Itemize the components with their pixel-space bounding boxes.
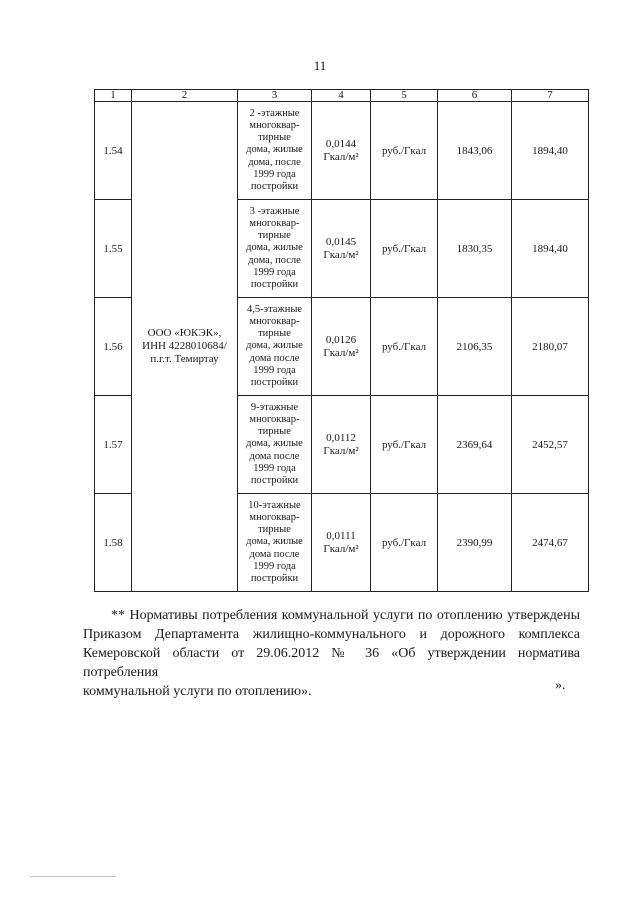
closing-quote-mark: ». [555,678,566,693]
desc-line: многоквар- [249,511,300,523]
row-number: 1.56 [95,298,132,396]
row-number: 1.58 [95,494,132,592]
tariff-unit: руб./Гкал [371,396,438,494]
desc-line: постройки [250,181,299,192]
row-number: 1.57 [95,396,132,494]
norm-value: 0,0111 [326,529,356,542]
desc-line: многоквар- [249,315,300,327]
tariff-unit: руб./Гкал [371,102,438,200]
row-number: 1.54 [95,102,132,200]
table-row [95,102,589,200]
tariff-unit: руб./Гкал [371,200,438,298]
desc-line: дома после [249,548,300,560]
building-description [238,396,312,494]
desc-line: тирные [258,132,291,144]
tariff-period-1: 1843,06 [438,102,512,200]
desc-line: 3 -этажные [249,205,300,217]
desc-line: 4,5-этажные [246,303,303,315]
desc-line: постройки [250,377,299,388]
tariff-period-1: 2369,64 [438,396,512,494]
desc-line: тирные [258,524,291,536]
building-description [238,102,312,200]
desc-line: 1999 года [253,560,296,572]
norm-value: 0,0145 [325,235,357,248]
desc-line: 1999 года [253,364,296,376]
norm-value: 0,0126 [325,333,357,346]
consumption-norm [312,200,371,298]
tariff-period-2: 2452,57 [512,396,589,494]
building-description [238,200,312,298]
desc-line: 9-этажные [250,401,299,413]
desc-line: 1999 года [253,266,296,278]
desc-line: дома, жилые [246,340,303,352]
norm-unit: Гкал/м² [323,444,359,457]
tariff-period-2: 2180,07 [512,298,589,396]
desc-line: дома, жилые [246,242,303,254]
footnote [83,606,580,701]
footnote-line: ** Нормативы потребления коммунальной услуги по отоплению утверждены [111,608,580,623]
desc-line: многоквар- [249,413,300,425]
tariff-period-1: 1830,35 [438,200,512,298]
desc-line: постройки [250,475,299,486]
consumption-norm [312,396,371,494]
header-col-5: 5 [371,90,438,102]
footnote-line: коммунальной услуги по отоплению». [83,684,312,699]
organization-location: п.г.т. Темиртау [150,353,219,365]
scan-artifact [30,876,116,877]
tariff-table [94,89,589,592]
desc-line: дома, после [248,254,301,266]
organization-inn: ИНН 4228010684/ [142,340,227,352]
norm-unit: Гкал/м² [323,542,359,555]
norm-value: 0,0144 [325,137,357,150]
footnote-line: Кемеровской области от 29.06.2012 № 36 «Об утверждении норматива потребления [83,646,580,680]
row-number: 1.55 [95,200,132,298]
header-col-7: 7 [512,90,589,102]
desc-line: многоквар- [249,217,300,229]
desc-line: дома после [249,352,300,364]
header-col-2: 2 [132,90,238,102]
desc-line: постройки [250,279,299,290]
consumption-norm [312,494,371,592]
desc-line: тирные [258,328,291,340]
desc-line: тирные [258,230,291,242]
footnote-line: Приказом Департамента жилищно-коммунального и дорожного комплекса [83,627,580,642]
tariff-period-1: 2106,35 [438,298,512,396]
norm-value: 0,0112 [326,431,356,444]
desc-line: дома, жилые [246,144,303,156]
tariff-period-2: 1894,40 [512,200,589,298]
building-description [238,298,312,396]
consumption-norm [312,298,371,396]
norm-unit: Гкал/м² [323,150,359,163]
desc-line: тирные [258,426,291,438]
tariff-period-2: 2474,67 [512,494,589,592]
consumption-norm [312,102,371,200]
header-col-6: 6 [438,90,512,102]
organization-name: ООО «ЮКЭК», [147,327,222,339]
desc-line: дома, после [248,156,301,168]
desc-line: постройки [250,573,299,584]
header-col-4: 4 [312,90,371,102]
organization-cell [132,102,238,592]
desc-line: дома, жилые [246,536,303,548]
desc-line: дома, жилые [246,438,303,450]
header-row [95,90,589,102]
desc-line: 1999 года [253,462,296,474]
building-description [238,494,312,592]
tariff-unit: руб./Гкал [371,494,438,592]
tariff-unit: руб./Гкал [371,298,438,396]
desc-line: дома после [249,450,300,462]
tariff-period-1: 2390,99 [438,494,512,592]
norm-unit: Гкал/м² [323,248,359,261]
desc-line: многоквар- [249,119,300,131]
norm-unit: Гкал/м² [323,346,359,359]
desc-line: 1999 года [253,168,296,180]
tariff-period-2: 1894,40 [512,102,589,200]
desc-line: 2 -этажные [249,107,300,119]
header-col-1: 1 [95,90,132,102]
desc-line: 10-этажные [248,499,301,511]
header-col-3: 3 [238,90,312,102]
page-number: 11 [313,58,327,73]
